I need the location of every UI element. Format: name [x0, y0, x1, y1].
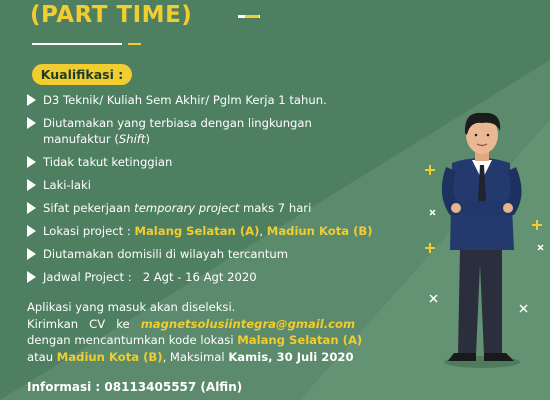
email-link[interactable]: magnetsolusiintegra@gmail.com: [140, 316, 356, 331]
page-title: (PART TIME): [30, 2, 193, 28]
list-item: D3 Teknik/ Kuliah Sem Akhir/ Pglm Kerja 1 tahun.: [27, 92, 407, 108]
bullet-icon: [27, 94, 36, 106]
list-item: Sifat pekerjaan temporary project maks 7 hari: [27, 200, 407, 216]
list-item: Diutamakan yang terbiasa dengan lingkungan manufaktur (Shift): [27, 115, 407, 147]
qualifications-list: [27, 92, 407, 292]
businessman-illustration: [410, 105, 550, 395]
bullet-icon: [27, 179, 36, 191]
title-underline-accent: [128, 43, 141, 45]
list-item: Tidak takut ketinggian: [27, 154, 407, 170]
list-item: Jadwal Project : 2 Agt - 16 Agt 2020: [27, 269, 407, 285]
list-item: Diutamakan domisili di wilayah tercantum: [27, 246, 407, 262]
bullet-icon: [27, 225, 36, 237]
bullet-icon: [27, 117, 36, 129]
application-paragraph: Aplikasi yang masuk akan diseleksi. Kirimkan CV ke magnetsolusiintegra@gmail.com dengan mencantumkan kode lokasi Malang Selatan (A) atau Madiun Kota (B), Maksimal Kamis, 30 Juli 2020: [27, 300, 363, 364]
title-underline: [32, 43, 122, 45]
list-item: Lokasi project : Malang Selatan (A), Madiun Kota (B): [27, 223, 407, 239]
decor-dash-accent: [245, 15, 259, 18]
bullet-icon: [27, 202, 36, 214]
list-item: Laki-laki: [27, 177, 407, 193]
contact-info: Informasi : 08113405557 (Alfin): [27, 380, 243, 394]
bullet-icon: [27, 271, 36, 283]
bullet-icon: [27, 156, 36, 168]
bullet-icon: [27, 248, 36, 260]
qualifications-label: Kualifikasi :: [32, 64, 132, 85]
